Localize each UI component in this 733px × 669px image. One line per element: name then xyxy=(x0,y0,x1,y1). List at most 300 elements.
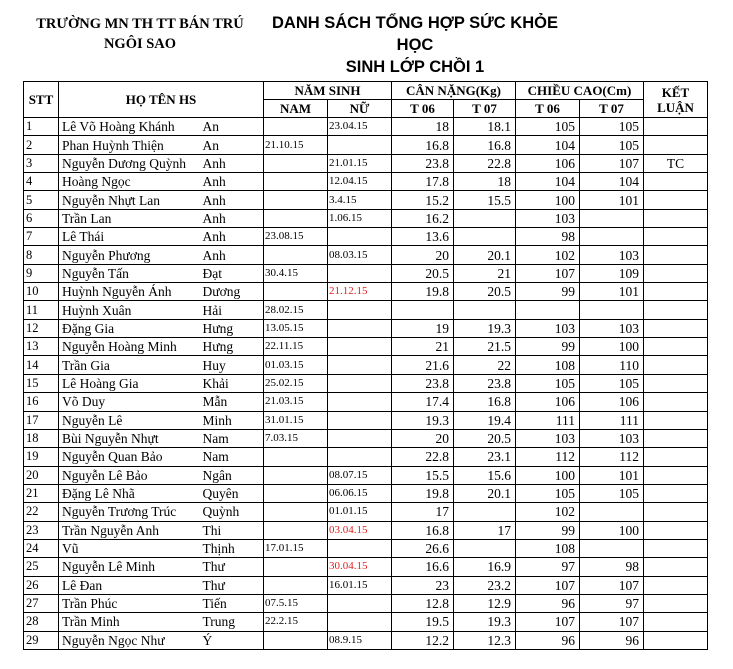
weight-t07: 16.8 xyxy=(454,136,516,154)
student-first-name: Thi xyxy=(202,521,264,539)
weight-t07: 18.1 xyxy=(454,118,516,136)
weight-t06: 18 xyxy=(392,118,454,136)
height-t07 xyxy=(580,209,644,227)
birth-date-female xyxy=(328,228,392,246)
student-last-name: Trần Phúc xyxy=(59,594,202,612)
header-height-t06: T 06 xyxy=(516,100,580,118)
weight-t06: 20 xyxy=(392,246,454,264)
height-t07: 107 xyxy=(580,154,644,172)
conclusion xyxy=(644,429,708,447)
birth-date-male xyxy=(264,466,328,484)
height-t06: 105 xyxy=(516,484,580,502)
student-last-name: Trần Nguyễn Anh xyxy=(59,521,202,539)
weight-t06: 26.6 xyxy=(392,539,454,557)
height-t07: 96 xyxy=(580,631,644,649)
weight-t06: 21.6 xyxy=(392,356,454,374)
birth-date-male xyxy=(264,521,328,539)
conclusion xyxy=(644,576,708,594)
table-row xyxy=(24,521,708,539)
birth-date-female: 21.12.15 xyxy=(328,283,392,301)
weight-t07: 20.5 xyxy=(454,429,516,447)
birth-date-female xyxy=(328,338,392,356)
birth-date-female xyxy=(328,613,392,631)
conclusion xyxy=(644,374,708,392)
height-t06: 108 xyxy=(516,356,580,374)
student-last-name: Vũ xyxy=(59,539,202,557)
height-t07: 97 xyxy=(580,594,644,612)
row-number: 14 xyxy=(24,356,59,374)
student-last-name: Trần Gia xyxy=(59,356,202,374)
height-t06: 105 xyxy=(516,374,580,392)
student-first-name: Anh xyxy=(202,154,264,172)
birth-date-female xyxy=(328,594,392,612)
birth-date-female: 12.04.15 xyxy=(328,173,392,191)
table-row xyxy=(24,118,708,136)
row-number: 17 xyxy=(24,411,59,429)
conclusion: TC xyxy=(644,154,708,172)
student-last-name: Huỳnh Xuân xyxy=(59,301,202,319)
weight-t06: 19.5 xyxy=(392,613,454,631)
height-t07 xyxy=(580,301,644,319)
birth-date-female xyxy=(328,411,392,429)
height-t06: 111 xyxy=(516,411,580,429)
row-number: 1 xyxy=(24,118,59,136)
header-conclusion-line1: KẾT xyxy=(661,84,690,100)
student-last-name: Lê Võ Hoàng Khánh xyxy=(59,118,202,136)
table-row xyxy=(24,558,708,576)
conclusion xyxy=(644,173,708,191)
row-number: 26 xyxy=(24,576,59,594)
student-first-name: Thư xyxy=(202,576,264,594)
row-number: 4 xyxy=(24,173,59,191)
weight-t07 xyxy=(454,301,516,319)
conclusion xyxy=(644,466,708,484)
table-row xyxy=(24,429,708,447)
weight-t07: 19.4 xyxy=(454,411,516,429)
student-first-name: Khải xyxy=(202,374,264,392)
height-t07: 107 xyxy=(580,576,644,594)
height-t06: 106 xyxy=(516,154,580,172)
birth-date-female xyxy=(328,264,392,282)
conclusion xyxy=(644,319,708,337)
row-number: 5 xyxy=(24,191,59,209)
weight-t06: 19 xyxy=(392,319,454,337)
header-name: HỌ TÊN HS xyxy=(59,82,264,118)
student-first-name: Nam xyxy=(202,448,264,466)
table-row xyxy=(24,484,708,502)
height-t06: 107 xyxy=(516,264,580,282)
birth-date-male xyxy=(264,631,328,649)
weight-t07 xyxy=(454,228,516,246)
conclusion xyxy=(644,484,708,502)
row-number: 12 xyxy=(24,319,59,337)
birth-date-female: 23.04.15 xyxy=(328,118,392,136)
weight-t06: 20 xyxy=(392,429,454,447)
row-number: 28 xyxy=(24,613,59,631)
weight-t06: 12.2 xyxy=(392,631,454,649)
header-weight-t07: T 07 xyxy=(454,100,516,118)
birth-date-female xyxy=(328,136,392,154)
row-number: 20 xyxy=(24,466,59,484)
document-title xyxy=(270,12,560,78)
weight-t07: 12.3 xyxy=(454,631,516,649)
birth-date-male xyxy=(264,558,328,576)
birth-date-male xyxy=(264,246,328,264)
height-t07: 105 xyxy=(580,118,644,136)
birth-date-female: 03.04.15 xyxy=(328,521,392,539)
row-number: 16 xyxy=(24,393,59,411)
table-row xyxy=(24,154,708,172)
student-first-name: Anh xyxy=(202,246,264,264)
weight-t06: 23.8 xyxy=(392,374,454,392)
height-t07 xyxy=(580,503,644,521)
birth-date-female: 30.04.15 xyxy=(328,558,392,576)
height-t06: 104 xyxy=(516,173,580,191)
birth-date-male: 28.02.15 xyxy=(264,301,328,319)
header-height: CHIỀU CAO(Cm) xyxy=(516,82,644,100)
table-row xyxy=(24,374,708,392)
weight-t06: 19.8 xyxy=(392,283,454,301)
birth-date-female xyxy=(328,356,392,374)
row-number: 8 xyxy=(24,246,59,264)
weight-t06: 13.6 xyxy=(392,228,454,246)
conclusion xyxy=(644,558,708,576)
conclusion xyxy=(644,448,708,466)
student-last-name: Lê Thái xyxy=(59,228,202,246)
weight-t07: 23.1 xyxy=(454,448,516,466)
header-female: NỮ xyxy=(328,100,392,118)
height-t06: 106 xyxy=(516,393,580,411)
health-summary-table xyxy=(23,81,708,650)
conclusion xyxy=(644,594,708,612)
header-height-t07: T 07 xyxy=(580,100,644,118)
student-first-name: An xyxy=(202,118,264,136)
height-t07: 106 xyxy=(580,393,644,411)
school-name xyxy=(20,14,260,54)
table-row xyxy=(24,301,708,319)
header-stt: STT xyxy=(24,82,59,118)
height-t06: 100 xyxy=(516,466,580,484)
height-t07: 110 xyxy=(580,356,644,374)
conclusion xyxy=(644,521,708,539)
table-row xyxy=(24,319,708,337)
height-t07 xyxy=(580,539,644,557)
height-t06: 103 xyxy=(516,429,580,447)
row-number: 22 xyxy=(24,503,59,521)
table-row xyxy=(24,209,708,227)
student-last-name: Trần Minh xyxy=(59,613,202,631)
conclusion xyxy=(644,411,708,429)
school-name-line2: NGÔI SAO xyxy=(103,36,177,52)
table-row xyxy=(24,503,708,521)
height-t06: 99 xyxy=(516,283,580,301)
conclusion xyxy=(644,503,708,521)
birth-date-male xyxy=(264,154,328,172)
weight-t06: 17.4 xyxy=(392,393,454,411)
height-t06: 97 xyxy=(516,558,580,576)
height-t07: 105 xyxy=(580,136,644,154)
height-t07: 101 xyxy=(580,466,644,484)
student-first-name: Thịnh xyxy=(202,539,264,557)
table-row xyxy=(24,338,708,356)
height-t07: 107 xyxy=(580,613,644,631)
conclusion xyxy=(644,631,708,649)
table-row xyxy=(24,173,708,191)
student-first-name: Ngân xyxy=(202,466,264,484)
student-first-name: Hải xyxy=(202,301,264,319)
weight-t07: 21 xyxy=(454,264,516,282)
birth-date-male: 01.03.15 xyxy=(264,356,328,374)
student-first-name: Quỳnh xyxy=(202,503,264,521)
birth-date-male: 23.08.15 xyxy=(264,228,328,246)
conclusion xyxy=(644,246,708,264)
birth-date-female: 3.4.15 xyxy=(328,191,392,209)
student-first-name: Anh xyxy=(202,191,264,209)
height-t07: 100 xyxy=(580,521,644,539)
birth-date-male: 21.10.15 xyxy=(264,136,328,154)
row-number: 23 xyxy=(24,521,59,539)
weight-t07: 17 xyxy=(454,521,516,539)
birth-date-female xyxy=(328,319,392,337)
student-first-name: Ý xyxy=(202,631,264,649)
conclusion xyxy=(644,613,708,631)
student-last-name: Nguyễn Ngọc Như xyxy=(59,631,202,649)
height-t07: 109 xyxy=(580,264,644,282)
row-number: 11 xyxy=(24,301,59,319)
birth-date-female: 08.9.15 xyxy=(328,631,392,649)
height-t06: 107 xyxy=(516,613,580,631)
birth-date-male: 22.2.15 xyxy=(264,613,328,631)
student-last-name: Lê Hoàng Gia xyxy=(59,374,202,392)
height-t07: 103 xyxy=(580,246,644,264)
height-t06: 105 xyxy=(516,118,580,136)
weight-t06: 15.5 xyxy=(392,466,454,484)
student-first-name: Mẫn xyxy=(202,393,264,411)
student-last-name: Huỳnh Nguyễn Ánh xyxy=(59,283,202,301)
birth-date-male: 13.05.15 xyxy=(264,319,328,337)
weight-t06: 16.6 xyxy=(392,558,454,576)
student-last-name: Nguyễn Trương Trúc xyxy=(59,503,202,521)
student-last-name: Trần Lan xyxy=(59,209,202,227)
weight-t07: 20.1 xyxy=(454,484,516,502)
birth-date-male xyxy=(264,209,328,227)
conclusion xyxy=(644,338,708,356)
student-first-name: Minh xyxy=(202,411,264,429)
row-number: 24 xyxy=(24,539,59,557)
table-row xyxy=(24,448,708,466)
height-t06: 98 xyxy=(516,228,580,246)
weight-t07: 16.8 xyxy=(454,393,516,411)
student-first-name: Hưng xyxy=(202,319,264,337)
row-number: 15 xyxy=(24,374,59,392)
row-number: 10 xyxy=(24,283,59,301)
conclusion xyxy=(644,356,708,374)
weight-t07: 19.3 xyxy=(454,319,516,337)
weight-t07 xyxy=(454,503,516,521)
student-last-name: Phan Huỳnh Thiện xyxy=(59,136,202,154)
table-row xyxy=(24,264,708,282)
birth-date-male: 21.03.15 xyxy=(264,393,328,411)
height-t06: 96 xyxy=(516,631,580,649)
height-t07: 104 xyxy=(580,173,644,191)
row-number: 27 xyxy=(24,594,59,612)
birth-date-female xyxy=(328,539,392,557)
weight-t07: 16.9 xyxy=(454,558,516,576)
table-row xyxy=(24,136,708,154)
student-first-name: Thư xyxy=(202,558,264,576)
student-first-name: Anh xyxy=(202,228,264,246)
table-row xyxy=(24,576,708,594)
conclusion xyxy=(644,283,708,301)
table-row xyxy=(24,228,708,246)
document-title-line2: SINH LỚP CHỒI 1 xyxy=(345,58,485,76)
student-last-name: Nguyễn Lê Minh xyxy=(59,558,202,576)
birth-date-male xyxy=(264,118,328,136)
row-number: 7 xyxy=(24,228,59,246)
birth-date-male xyxy=(264,448,328,466)
row-number: 6 xyxy=(24,209,59,227)
student-last-name: Bùi Nguyễn Nhựt xyxy=(59,429,202,447)
weight-t07: 19.3 xyxy=(454,613,516,631)
row-number: 19 xyxy=(24,448,59,466)
table-row xyxy=(24,411,708,429)
student-first-name: Quyên xyxy=(202,484,264,502)
birth-date-male xyxy=(264,191,328,209)
height-t06: 96 xyxy=(516,594,580,612)
conclusion xyxy=(644,136,708,154)
birth-date-female: 16.01.15 xyxy=(328,576,392,594)
document-title-line1: DANH SÁCH TỔNG HỢP SỨC KHỎE HỌC xyxy=(272,14,558,54)
birth-date-male xyxy=(264,484,328,502)
weight-t06: 23 xyxy=(392,576,454,594)
weight-t06: 16.2 xyxy=(392,209,454,227)
birth-date-male: 31.01.15 xyxy=(264,411,328,429)
table-row xyxy=(24,246,708,264)
weight-t06: 20.5 xyxy=(392,264,454,282)
student-first-name: Đạt xyxy=(202,264,264,282)
weight-t06: 23.8 xyxy=(392,154,454,172)
height-t07: 105 xyxy=(580,484,644,502)
birth-date-female xyxy=(328,374,392,392)
student-last-name: Hoàng Ngọc xyxy=(59,173,202,191)
height-t06: 102 xyxy=(516,246,580,264)
student-last-name: Nguyễn Lê Bảo xyxy=(59,466,202,484)
conclusion xyxy=(644,228,708,246)
weight-t07: 21.5 xyxy=(454,338,516,356)
weight-t07: 22.8 xyxy=(454,154,516,172)
weight-t07: 12.9 xyxy=(454,594,516,612)
weight-t06: 12.8 xyxy=(392,594,454,612)
birth-date-female xyxy=(328,448,392,466)
weight-t07: 23.2 xyxy=(454,576,516,594)
student-first-name: Anh xyxy=(202,209,264,227)
height-t06: 108 xyxy=(516,539,580,557)
weight-t06: 21 xyxy=(392,338,454,356)
height-t06: 102 xyxy=(516,503,580,521)
height-t07: 98 xyxy=(580,558,644,576)
school-name-line1: TRƯỜNG MN TH TT BÁN TRÚ xyxy=(36,16,244,32)
height-t06 xyxy=(516,301,580,319)
birth-date-male xyxy=(264,173,328,191)
birth-date-female xyxy=(328,301,392,319)
student-last-name: Đặng Lê Nhã xyxy=(59,484,202,502)
weight-t06: 16.8 xyxy=(392,136,454,154)
student-first-name: An xyxy=(202,136,264,154)
header-weight: CÂN NẶNG(Kg) xyxy=(392,82,516,100)
height-t06: 104 xyxy=(516,136,580,154)
birth-date-male: 30.4.15 xyxy=(264,264,328,282)
table-row xyxy=(24,613,708,631)
weight-t07 xyxy=(454,539,516,557)
weight-t06: 22.8 xyxy=(392,448,454,466)
table-row xyxy=(24,631,708,649)
weight-t07: 18 xyxy=(454,173,516,191)
height-t06: 107 xyxy=(516,576,580,594)
student-first-name: Anh xyxy=(202,173,264,191)
weight-t07 xyxy=(454,209,516,227)
table-row xyxy=(24,283,708,301)
student-last-name: Nguyễn Quan Bảo xyxy=(59,448,202,466)
height-t07: 103 xyxy=(580,319,644,337)
birth-date-male: 7.03.15 xyxy=(264,429,328,447)
table-row xyxy=(24,356,708,374)
weight-t06: 16.8 xyxy=(392,521,454,539)
header-weight-t06: T 06 xyxy=(392,100,454,118)
conclusion xyxy=(644,264,708,282)
height-t06: 112 xyxy=(516,448,580,466)
student-last-name: Nguyễn Dương Quỳnh xyxy=(59,154,202,172)
height-t07: 100 xyxy=(580,338,644,356)
student-first-name: Trung xyxy=(202,613,264,631)
weight-t06: 19.8 xyxy=(392,484,454,502)
conclusion xyxy=(644,301,708,319)
weight-t06: 17 xyxy=(392,503,454,521)
student-last-name: Đặng Gia xyxy=(59,319,202,337)
student-first-name: Tiến xyxy=(202,594,264,612)
row-number: 25 xyxy=(24,558,59,576)
birth-date-male: 25.02.15 xyxy=(264,374,328,392)
student-last-name: Nguyễn Lê xyxy=(59,411,202,429)
header-birth: NĂM SINH xyxy=(264,82,392,100)
weight-t06: 15.2 xyxy=(392,191,454,209)
weight-t07: 20.1 xyxy=(454,246,516,264)
row-number: 18 xyxy=(24,429,59,447)
conclusion xyxy=(644,539,708,557)
height-t06: 100 xyxy=(516,191,580,209)
birth-date-female xyxy=(328,429,392,447)
weight-t06 xyxy=(392,301,454,319)
height-t06: 99 xyxy=(516,338,580,356)
birth-date-female: 21.01.15 xyxy=(328,154,392,172)
student-last-name: Nguyễn Nhựt Lan xyxy=(59,191,202,209)
table-row xyxy=(24,393,708,411)
row-number: 29 xyxy=(24,631,59,649)
birth-date-male xyxy=(264,503,328,521)
weight-t07: 20.5 xyxy=(454,283,516,301)
height-t07: 105 xyxy=(580,374,644,392)
height-t06: 99 xyxy=(516,521,580,539)
header-male: NAM xyxy=(264,100,328,118)
birth-date-female: 01.01.15 xyxy=(328,503,392,521)
birth-date-male xyxy=(264,576,328,594)
conclusion xyxy=(644,209,708,227)
student-last-name: Nguyễn Phương xyxy=(59,246,202,264)
conclusion xyxy=(644,393,708,411)
birth-date-female: 06.06.15 xyxy=(328,484,392,502)
row-number: 13 xyxy=(24,338,59,356)
birth-date-male xyxy=(264,283,328,301)
birth-date-male: 07.5.15 xyxy=(264,594,328,612)
